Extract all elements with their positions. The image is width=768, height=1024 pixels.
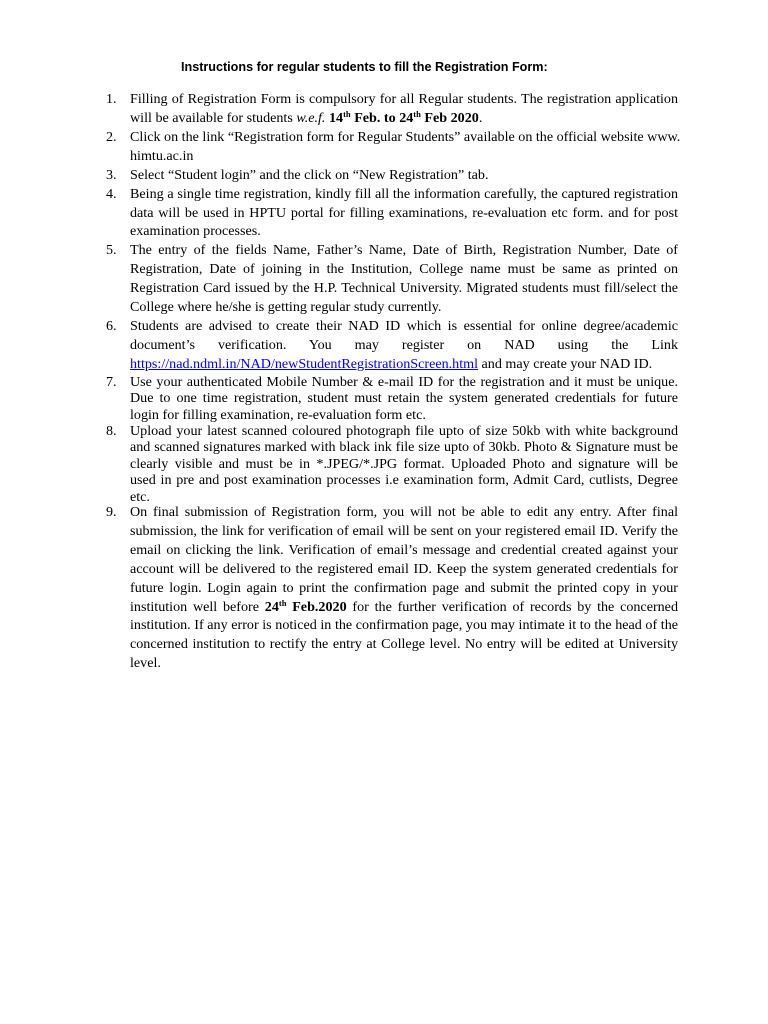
website-text: himtu.ac.in xyxy=(130,147,194,164)
nad-registration-link[interactable]: https://nad.ndml.in/NAD/newStudentRegistrationScreen.html xyxy=(130,355,479,372)
item-line xyxy=(130,355,678,374)
item-line: email on clicking the link. Verification of email’s message and credential created against your xyxy=(130,541,678,558)
item-line xyxy=(130,109,678,128)
item-line: document’s verification. You may register on NAD using the Link xyxy=(130,336,678,353)
item-number: 2. xyxy=(106,129,117,145)
instruction-item-1 xyxy=(106,90,678,127)
instruction-item-3 xyxy=(106,166,678,185)
item-number: 3. xyxy=(106,167,117,183)
instruction-item-5 xyxy=(106,241,678,317)
item-line: data will be used in HPTU portal for filling examinations, re-evaluation etc form. and for post xyxy=(130,204,678,221)
date-to-text: Feb 2020 xyxy=(424,109,479,126)
item-text: institution well before xyxy=(130,598,259,615)
item-line: Registration Card issued by the H.P. Technical University. Migrated students must fill/select the xyxy=(130,279,678,296)
deadline-text: Feb.2020 xyxy=(292,598,347,615)
instruction-item-8 xyxy=(106,423,678,505)
item-line: Click on the link “Registration form for Regular Students” available on the official website www. xyxy=(130,129,681,145)
item-number: 5. xyxy=(106,242,117,258)
date-from-sup: th xyxy=(343,108,351,119)
item-text: for the further verification of records by the concerned xyxy=(352,598,678,615)
item-line: clearly visible and must be in *.JPEG/*.JPG format. Uploaded Photo and signature will be xyxy=(130,455,678,472)
item-line: level. xyxy=(130,655,161,672)
date-to-sup: th xyxy=(413,108,421,119)
item-line: login for filling examination, re-evaluation form etc. xyxy=(130,406,426,423)
item-line: Students are advised to create their NAD ID which is essential for online degree/academic xyxy=(130,318,678,334)
deadline-day: 24 xyxy=(264,598,279,615)
item-line: and scanned signatures marked with black ink file size upto of 30kb. Photo & Signature must be xyxy=(130,439,678,456)
instruction-item-4 xyxy=(106,185,678,241)
item-number: 6. xyxy=(106,318,117,334)
item-line: used in pre and post examination processes i.e examination form, Admit Card, cutlists, Degree xyxy=(130,472,678,489)
item-number: 8. xyxy=(106,423,117,439)
instruction-item-2 xyxy=(106,128,681,165)
item-line: account will be delivered to the registered email ID. Keep the system generated credentials for xyxy=(130,560,678,577)
item-text: and may create your NAD ID. xyxy=(478,355,653,372)
item-line: Due to one time registration, student must retain the system generated credentials for future xyxy=(130,390,678,407)
item-line: examination processes. xyxy=(130,223,261,240)
item-line: Select “Student login” and the click on “New Registration” tab. xyxy=(130,167,489,183)
item-line: The entry of the fields Name, Father’s Name, Date of Birth, Registration Number, Date of xyxy=(130,242,678,258)
item-number: 9. xyxy=(106,504,117,520)
instruction-item-7 xyxy=(106,374,678,423)
item-text: . xyxy=(478,109,483,126)
item-line: Being a single time registration, kindly fill all the information carefully, the captured registration xyxy=(130,186,678,202)
item-line: future login. Login again to print the confirmation page and submit the printed copy in your xyxy=(130,579,678,596)
item-line xyxy=(130,598,678,617)
item-line: College where he/she is getting regular study currently. xyxy=(130,298,442,315)
item-number: 7. xyxy=(106,374,117,390)
item-number: 1. xyxy=(106,91,117,107)
item-line: institution. If any error is noticed in the confirmation page, you may intimate it to the head of the xyxy=(130,617,678,634)
item-line: Filling of Registration Form is compulsory for all Regular students. The registration application xyxy=(130,91,678,107)
item-line: submission, the link for verification of email will be sent on your registered email ID. Verify the xyxy=(130,522,678,539)
instruction-item-6 xyxy=(106,317,678,374)
date-from-day: 14 xyxy=(329,109,344,126)
item-line: Use your authenticated Mobile Number & e-mail ID for the registration and it must be unique. xyxy=(130,374,678,390)
instruction-item-9 xyxy=(106,503,678,673)
date-range-text: Feb. to 24 xyxy=(354,109,414,126)
item-line: Registration, Date of joining in the Institution, College name must be same as printed on xyxy=(130,260,678,277)
deadline-sup: th xyxy=(278,597,287,608)
document-title: Instructions for regular students to fill the Registration Form: xyxy=(181,60,548,74)
item-text: will be available for students xyxy=(130,109,293,126)
item-line: etc. xyxy=(130,488,150,505)
item-line: Upload your latest scanned coloured photograph file upto of size 50kb with white background xyxy=(130,423,678,439)
wef-text: w.e.f. xyxy=(296,109,326,126)
item-line: concerned institution to rectify the entry at College level. No entry will be edited at University xyxy=(130,636,678,653)
item-line: On final submission of Registration form, you will not be able to edit any entry. After final xyxy=(130,504,678,520)
item-number: 4. xyxy=(106,186,117,202)
